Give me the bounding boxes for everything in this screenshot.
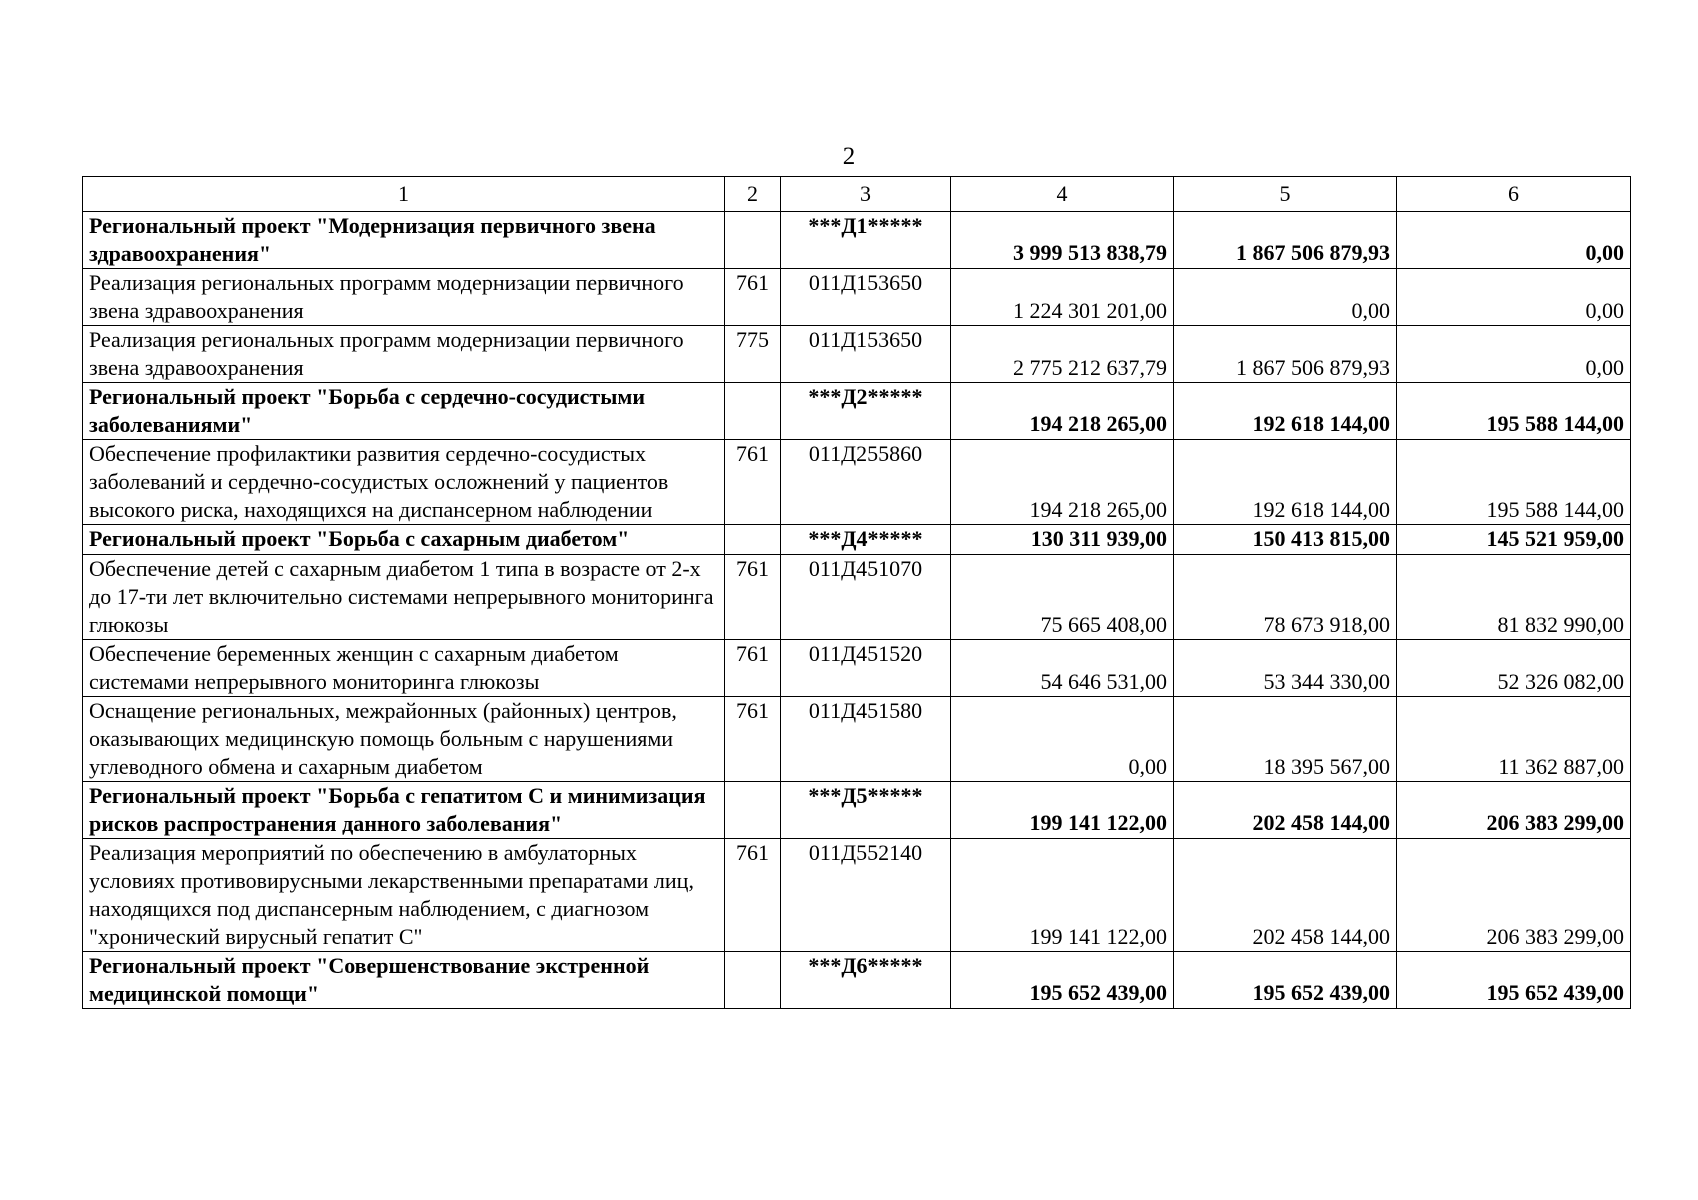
row-code-cell: 011Д552140 bbox=[781, 839, 951, 952]
row-gr-cell bbox=[725, 952, 781, 1009]
column-header: 2 bbox=[725, 177, 781, 212]
page-number: 2 bbox=[842, 143, 856, 170]
row-name-cell: Обеспечение профилактики развития сердечно-сосудистых заболеваний и сердечно-сосудистых осложнений у пациентов высокого риска, находящихся на диспансерном наблюдении bbox=[83, 440, 725, 525]
row-value-col5: 192 618 144,00 bbox=[1174, 440, 1397, 525]
table-row bbox=[83, 326, 1631, 383]
row-value-col5: 1 867 506 879,93 bbox=[1174, 326, 1397, 383]
row-gr-cell bbox=[725, 525, 781, 555]
column-header: 5 bbox=[1174, 177, 1397, 212]
row-value-col4: 199 141 122,00 bbox=[951, 782, 1174, 839]
row-gr-cell bbox=[725, 782, 781, 839]
row-value-col5: 192 618 144,00 bbox=[1174, 383, 1397, 440]
row-name-cell: Региональный проект "Борьба с сахарным диабетом" bbox=[83, 525, 725, 555]
row-value-col4: 194 218 265,00 bbox=[951, 440, 1174, 525]
row-value-col4: 195 652 439,00 bbox=[951, 952, 1174, 1009]
row-code-cell: 011Д451070 bbox=[781, 555, 951, 640]
section-row bbox=[83, 383, 1631, 440]
table-row bbox=[83, 269, 1631, 326]
row-name-cell: Реализация мероприятий по обеспечению в амбулаторных условиях противовирусными лекарственными препаратами лиц, находящихся под диспансерным наблюдением, с диагнозом "хронический вирусный гепатит С" bbox=[83, 839, 725, 952]
row-name-cell: Региональный проект "Модернизация первичного звена здравоохранения" bbox=[83, 212, 725, 269]
row-value-col4: 130 311 939,00 bbox=[951, 525, 1174, 555]
table-row bbox=[83, 697, 1631, 782]
row-gr-cell: 761 bbox=[725, 640, 781, 697]
row-value-col5: 202 458 144,00 bbox=[1174, 782, 1397, 839]
row-value-col6: 206 383 299,00 bbox=[1397, 782, 1631, 839]
row-value-col4: 3 999 513 838,79 bbox=[951, 212, 1174, 269]
row-gr-cell: 775 bbox=[725, 326, 781, 383]
row-value-col6: 52 326 082,00 bbox=[1397, 640, 1631, 697]
section-row bbox=[83, 952, 1631, 1009]
row-code-cell: ***Д4***** bbox=[781, 525, 951, 555]
row-name-cell: Региональный проект "Борьба с сердечно-сосудистыми заболеваниями" bbox=[83, 383, 725, 440]
table-row bbox=[83, 440, 1631, 525]
row-value-col6: 195 588 144,00 bbox=[1397, 440, 1631, 525]
row-value-col6: 206 383 299,00 bbox=[1397, 839, 1631, 952]
row-value-col5: 0,00 bbox=[1174, 269, 1397, 326]
row-value-col4: 194 218 265,00 bbox=[951, 383, 1174, 440]
row-value-col5: 1 867 506 879,93 bbox=[1174, 212, 1397, 269]
row-value-col6: 195 588 144,00 bbox=[1397, 383, 1631, 440]
section-row bbox=[83, 212, 1631, 269]
column-number-row bbox=[83, 177, 1631, 212]
table-row bbox=[83, 640, 1631, 697]
row-value-col4: 0,00 bbox=[951, 697, 1174, 782]
column-header: 6 bbox=[1397, 177, 1631, 212]
row-value-col5: 18 395 567,00 bbox=[1174, 697, 1397, 782]
column-header: 3 bbox=[781, 177, 951, 212]
row-name-cell: Региональный проект "Совершенствование экстренной медицинской помощи" bbox=[83, 952, 725, 1009]
row-gr-cell: 761 bbox=[725, 269, 781, 326]
row-name-cell: Обеспечение беременных женщин с сахарным диабетом системами непрерывного мониторинга глюкозы bbox=[83, 640, 725, 697]
row-value-col5: 150 413 815,00 bbox=[1174, 525, 1397, 555]
row-code-cell: ***Д5***** bbox=[781, 782, 951, 839]
row-value-col4: 75 665 408,00 bbox=[951, 555, 1174, 640]
row-value-col4: 199 141 122,00 bbox=[951, 839, 1174, 952]
table-row bbox=[83, 839, 1631, 952]
row-code-cell: ***Д6***** bbox=[781, 952, 951, 1009]
column-header: 1 bbox=[83, 177, 725, 212]
budget-table bbox=[82, 176, 1631, 1009]
row-code-cell: ***Д2***** bbox=[781, 383, 951, 440]
row-value-col6: 195 652 439,00 bbox=[1397, 952, 1631, 1009]
row-gr-cell bbox=[725, 383, 781, 440]
row-code-cell: 011Д255860 bbox=[781, 440, 951, 525]
row-value-col6: 11 362 887,00 bbox=[1397, 697, 1631, 782]
row-value-col6: 0,00 bbox=[1397, 326, 1631, 383]
row-name-cell: Обеспечение детей с сахарным диабетом 1 типа в возрасте от 2-х до 17-ти лет включительно системами непрерывного мониторинга глюкозы bbox=[83, 555, 725, 640]
row-value-col6: 145 521 959,00 bbox=[1397, 525, 1631, 555]
row-value-col4: 2 775 212 637,79 bbox=[951, 326, 1174, 383]
row-gr-cell: 761 bbox=[725, 697, 781, 782]
row-gr-cell bbox=[725, 212, 781, 269]
row-name-cell: Региональный проект "Борьба с гепатитом С и минимизация рисков распространения данного заболевания" bbox=[83, 782, 725, 839]
row-gr-cell: 761 bbox=[725, 555, 781, 640]
row-value-col6: 0,00 bbox=[1397, 212, 1631, 269]
row-name-cell: Реализация региональных программ модернизации первичного звена здравоохранения bbox=[83, 269, 725, 326]
row-name-cell: Реализация региональных программ модернизации первичного звена здравоохранения bbox=[83, 326, 725, 383]
section-row bbox=[83, 525, 1631, 555]
row-value-col6: 0,00 bbox=[1397, 269, 1631, 326]
column-header: 4 bbox=[951, 177, 1174, 212]
section-row bbox=[83, 782, 1631, 839]
row-gr-cell: 761 bbox=[725, 440, 781, 525]
row-value-col6: 81 832 990,00 bbox=[1397, 555, 1631, 640]
row-code-cell: 011Д451520 bbox=[781, 640, 951, 697]
row-name-cell: Оснащение региональных, межрайонных (районных) центров, оказывающих медицинскую помощь больным с нарушениями углеводного обмена и сахарным диабетом bbox=[83, 697, 725, 782]
row-code-cell: ***Д1***** bbox=[781, 212, 951, 269]
row-code-cell: 011Д153650 bbox=[781, 326, 951, 383]
row-value-col4: 54 646 531,00 bbox=[951, 640, 1174, 697]
row-code-cell: 011Д451580 bbox=[781, 697, 951, 782]
row-value-col5: 78 673 918,00 bbox=[1174, 555, 1397, 640]
row-code-cell: 011Д153650 bbox=[781, 269, 951, 326]
row-value-col5: 202 458 144,00 bbox=[1174, 839, 1397, 952]
row-gr-cell: 761 bbox=[725, 839, 781, 952]
row-value-col4: 1 224 301 201,00 bbox=[951, 269, 1174, 326]
table-row bbox=[83, 555, 1631, 640]
row-value-col5: 53 344 330,00 bbox=[1174, 640, 1397, 697]
row-value-col5: 195 652 439,00 bbox=[1174, 952, 1397, 1009]
